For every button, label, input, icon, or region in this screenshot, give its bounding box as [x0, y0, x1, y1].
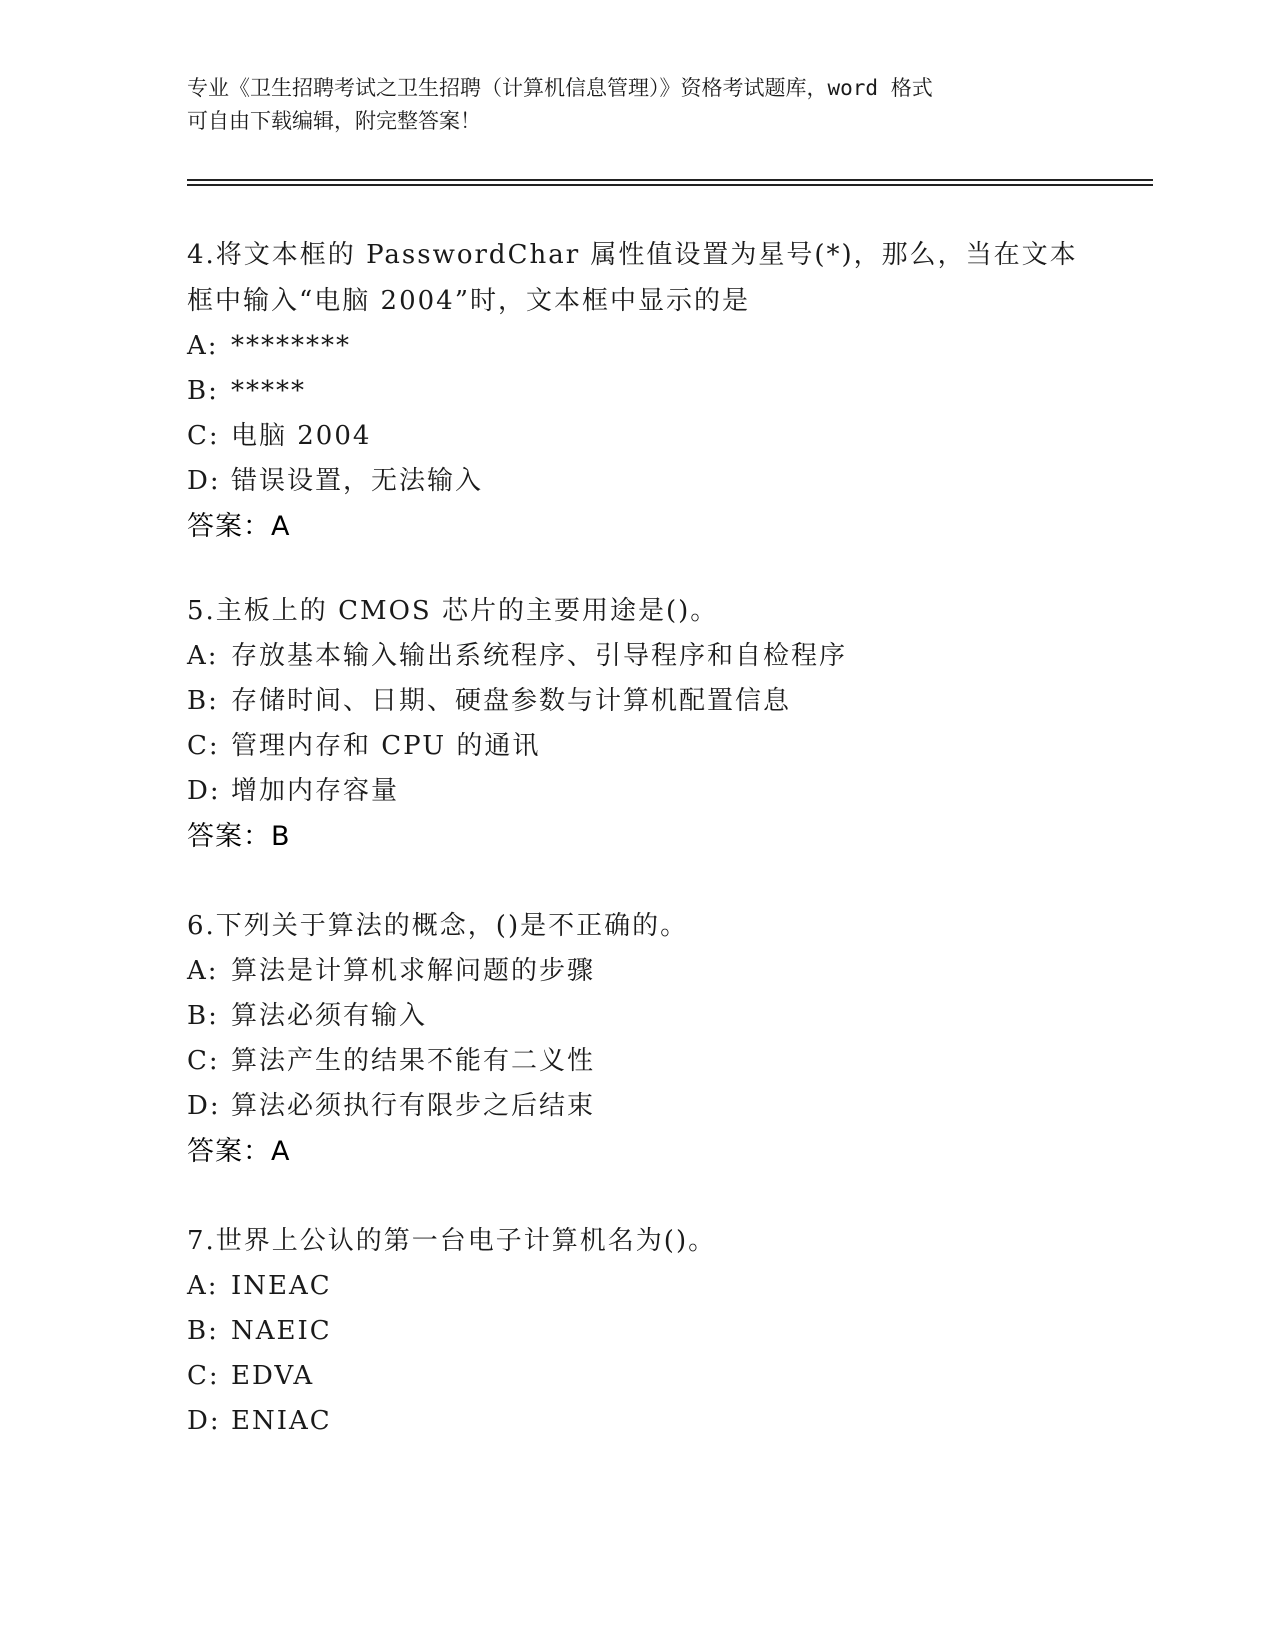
- option-a: [187, 1264, 1087, 1309]
- option-text: ********: [231, 331, 351, 361]
- option-key: D:: [187, 1091, 221, 1121]
- answer-line: 答案：A: [187, 1136, 291, 1167]
- option-key: A:: [187, 641, 219, 671]
- option-b: [187, 994, 1087, 1039]
- header-line-1: 专业《卫生招聘考试之卫生招聘（计算机信息管理）》资格考试题库，word 格式: [187, 76, 933, 100]
- answer-line: 答案：B: [187, 821, 291, 852]
- question-stem: [187, 903, 1087, 949]
- option-text: *****: [231, 376, 306, 406]
- option-key: C:: [187, 421, 220, 451]
- document-header: [187, 72, 1067, 138]
- option-a: [187, 634, 1087, 679]
- option-c: [187, 724, 1087, 769]
- option-a: [187, 949, 1087, 994]
- option-key: B:: [187, 1316, 219, 1346]
- question-stem-line: 4.将文本框的 PasswordChar 属性值设置为星号(*)，那么，当在文本: [187, 240, 1078, 270]
- option-text: ENIAC: [231, 1406, 332, 1436]
- option-key: A:: [187, 331, 219, 361]
- option-key: A:: [187, 1271, 219, 1301]
- option-text: 错误设置，无法输入: [231, 466, 484, 496]
- option-c: [187, 1354, 1087, 1399]
- question-7: [187, 1218, 1087, 1444]
- header-divider-top: [187, 179, 1153, 181]
- question-stem: [187, 232, 1087, 324]
- option-text: INEAC: [231, 1271, 332, 1301]
- option-text: 管理内存和 CPU 的通讯: [231, 731, 541, 761]
- option-c: [187, 1039, 1087, 1084]
- option-text: 存放基本输入输出系统程序、引导程序和自检程序: [231, 641, 848, 671]
- option-text: NAEIC: [231, 1316, 332, 1346]
- question-stem-line: 5.主板上的 CMOS 芯片的主要用途是()。: [187, 596, 719, 626]
- option-key: C:: [187, 731, 220, 761]
- option-key: D:: [187, 1406, 221, 1436]
- question-stem-line: 7.世界上公认的第一台电子计算机名为()。: [187, 1226, 717, 1256]
- option-key: A:: [187, 956, 219, 986]
- option-d: [187, 459, 1087, 504]
- question-stem-line: 框中输入“电脑 2004”时，文本框中显示的是: [187, 286, 751, 316]
- option-key: D:: [187, 466, 221, 496]
- option-d: [187, 769, 1087, 814]
- option-key: B:: [187, 376, 219, 406]
- option-text: 电脑 2004: [231, 421, 372, 451]
- answer-line: 答案：A: [187, 511, 291, 542]
- option-a: [187, 324, 1087, 369]
- option-d: [187, 1084, 1087, 1129]
- option-text: 增加内存容量: [231, 776, 400, 806]
- question-stem: [187, 588, 1087, 634]
- option-b: [187, 679, 1087, 724]
- option-text: 算法产生的结果不能有二义性: [231, 1046, 596, 1076]
- question-6: [187, 903, 1087, 1175]
- option-key: B:: [187, 1001, 219, 1031]
- option-d: [187, 1399, 1087, 1444]
- option-key: D:: [187, 776, 221, 806]
- option-text: 算法是计算机求解问题的步骤: [231, 956, 596, 986]
- option-b: [187, 1309, 1087, 1354]
- header-divider-bottom: [187, 184, 1153, 186]
- option-key: C:: [187, 1046, 220, 1076]
- option-text: 存储时间、日期、硬盘参数与计算机配置信息: [231, 686, 792, 716]
- option-c: [187, 414, 1087, 459]
- option-text: EDVA: [231, 1361, 315, 1391]
- header-line-2: 可自由下载编辑，附完整答案！: [187, 109, 481, 133]
- question-stem: [187, 1218, 1087, 1264]
- option-text: 算法必须执行有限步之后结束: [231, 1091, 596, 1121]
- option-b: [187, 369, 1087, 414]
- question-5: [187, 588, 1087, 860]
- option-text: 算法必须有输入: [231, 1001, 428, 1031]
- question-4: [187, 232, 1087, 550]
- question-stem-line: 6.下列关于算法的概念，()是不正确的。: [187, 911, 689, 941]
- option-key: C:: [187, 1361, 220, 1391]
- option-key: B:: [187, 686, 219, 716]
